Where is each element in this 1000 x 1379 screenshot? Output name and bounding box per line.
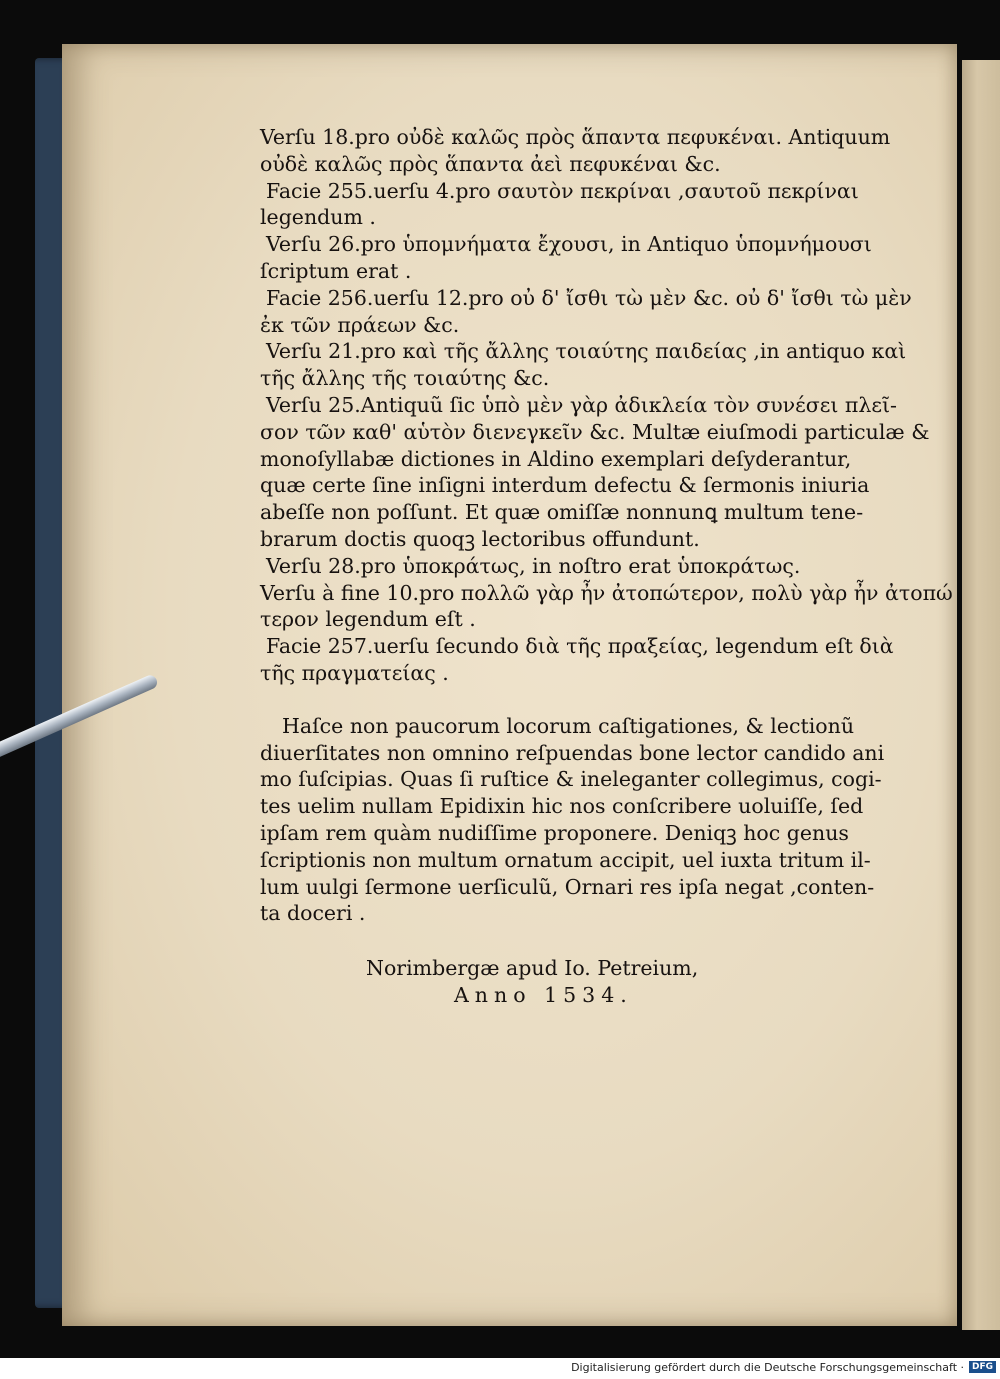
text-line: Verſu 21.pro καὶ τῆς ἄλλης τοιαύτης παιδείας ,in antiquo καὶ [266,339,907,364]
text-line: Facie 257.uerſu ſecundo διὰ τῆς πραξείας, legendum eſt διὰ [266,634,894,659]
colophon-place: Norimbergæ apud Io. Petreium, [366,956,699,981]
text-line: ſcriptum erat . [260,258,412,283]
text-line: τερον legendum eſt . [260,607,476,632]
dfg-logo-icon: DFG [969,1361,996,1373]
text-line: Haſce non paucorum locorum caſtigationes, & lectionũ [282,713,855,738]
footer-credit: Digitalisierung gefördert durch die Deutsche Forschungsgemeinschaft · [571,1361,964,1374]
text-line: Facie 256.uerſu 12.pro οὐ δ' ἴσθι τὼ μὲν &c. οὐ δ' ἴσθι τὼ μὲν [266,285,912,310]
colophon-year: Anno 1534. [454,982,633,1007]
text-line: ἐκ τῶν πράεων &c. [260,312,460,337]
footer-bar [0,1358,1000,1379]
text-line: abeſſe non poſſunt. Et quæ omiſſæ nonnunꝗ multum tene- [260,500,864,525]
text-line: ta doceri . [260,901,366,926]
text-line: lum uulgi ſermone uerſiculũ, Ornari res ipſa negat ,conten- [260,874,875,899]
adjacent-page-edge [962,60,1000,1330]
text-line: τῆς πραγματείας . [260,660,449,685]
colophon [260,955,872,1009]
page-text [260,124,953,1009]
text-line: Verſu 28.pro ὑποκράτως, in noſtro erat ὑποκράτως. [266,553,801,578]
text-line: legendum . [260,205,376,230]
text-line: Verſu à fine 10.pro πολλῶ γὰρ ἦν ἀτοπώτερον, πολὺ γὰρ ἦν ἀτοπώ [260,580,953,605]
text-line: quæ certe ſine inſigni interdum defectu & ſermonis iniuria [260,473,870,498]
text-line: ſcriptionis non multum ornatum accipit, uel iuxta tritum il- [260,847,871,872]
text-line: ipſam rem quàm nudiſſime proponere. Deniqꝫ hoc genus [260,820,849,845]
text-line: diuerſitates non omnino reſpuendas bone lector candido ani [260,740,885,765]
text-line: τῆς ἄλλης τῆς τοιαύτης &c. [260,366,550,391]
text-line: mo ſuſcipias. Quas ſi ruſtice & ineleganter collegimus, cogi- [260,767,882,792]
text-line: Verſu 18.pro οὐδὲ καλῶς πρὸς ἅπαντα πεφυκέναι. Antiquum [260,125,891,149]
errata-block [260,124,953,687]
text-line: Facie 255.uerſu 4.pro σαυτὸν πεκρίναι ,σαυτοῦ πεκρίναι [266,178,859,203]
text-line: Verſu 26.pro ὑπομνήματα ἔχουσι, in Antiquo ὑπομνήμουσι [266,232,872,257]
paragraph-gap [260,687,872,713]
closing-paragraph [260,713,885,927]
text-line: οὐδὲ καλῶς πρὸς ἅπαντα ἀεὶ πεφυκέναι &c. [260,151,721,176]
text-line: brarum doctis quoqꝫ lectoribus offundunt. [260,526,700,551]
text-line: tes uelim nullam Epidixin hic nos conſcribere uoluiſſe, ſed [260,794,864,819]
text-line: monoſyllabæ dictiones in Aldino exemplari deſyderantur, [260,446,852,471]
text-line: σον τῶν καθ' αὑτὸν διενεγκεῖν &c. Multæ eiuſmodi particulæ & [260,419,930,444]
text-line: Verſu 25.Antiquũ ſic ὑπὸ μὲν γὰρ ἀδικλεία τὸν συνέσει πλεῖ- [266,392,897,417]
